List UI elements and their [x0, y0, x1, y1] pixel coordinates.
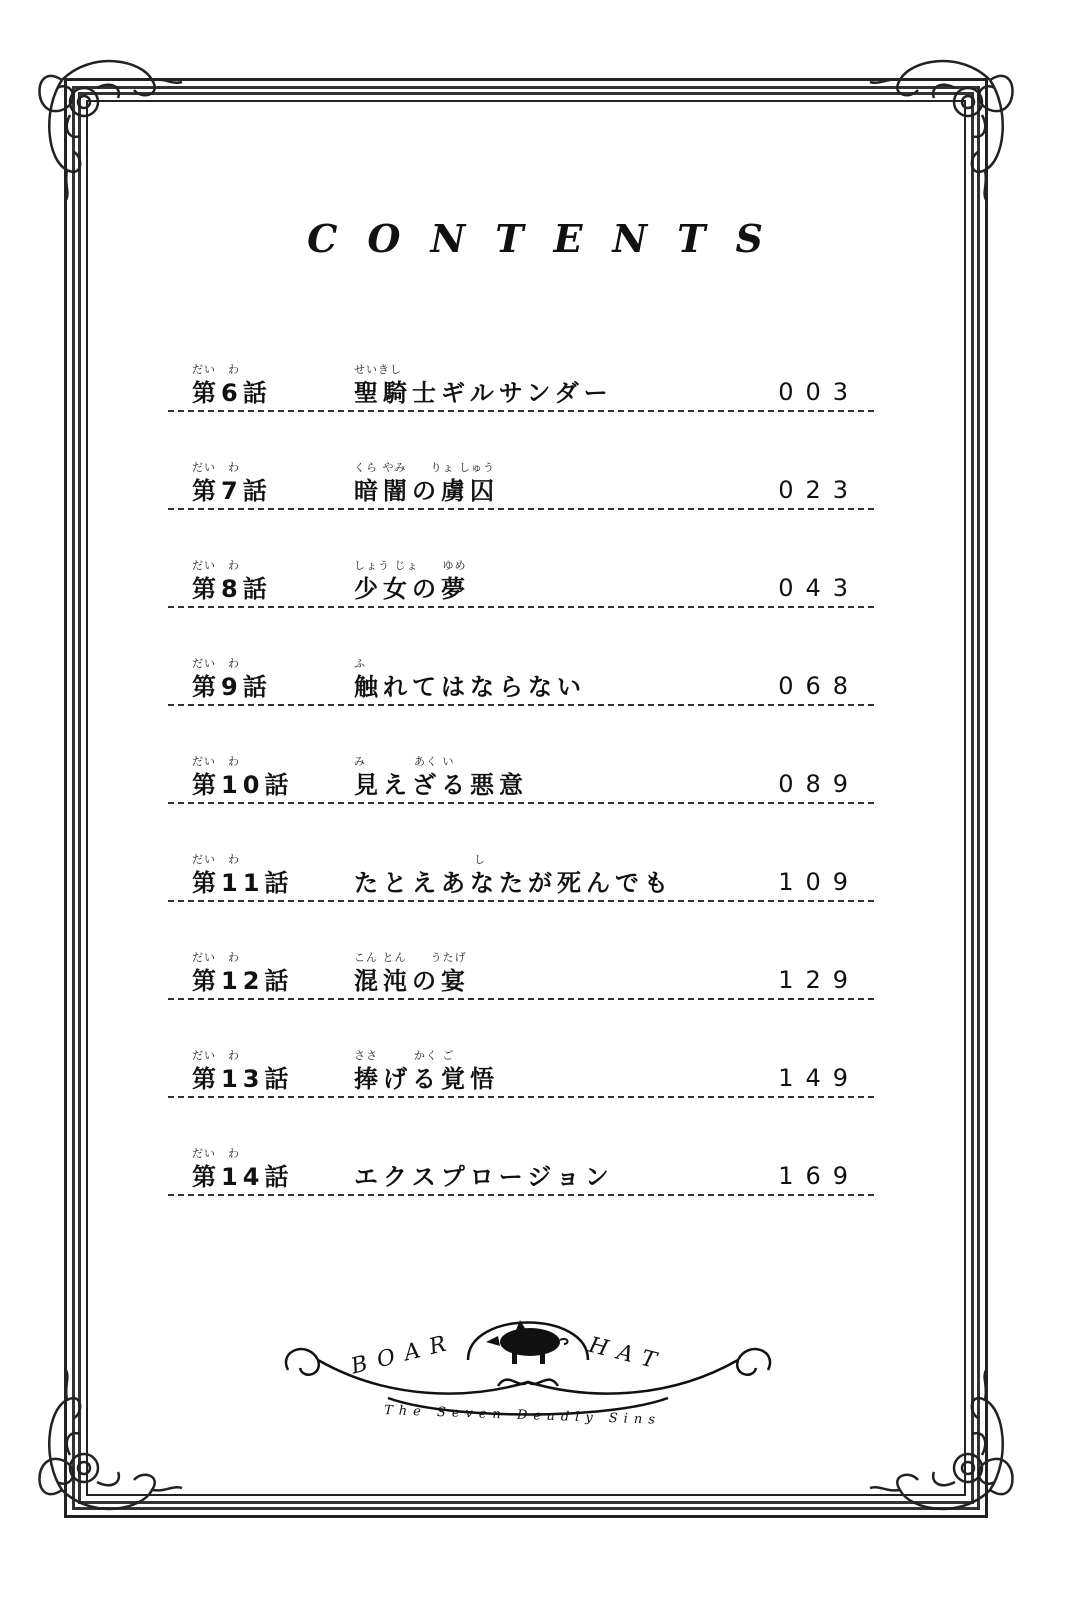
chapter-ruby: だい わ [192, 559, 240, 572]
dashed-divider [168, 900, 874, 902]
chapter-number [192, 852, 332, 898]
chapter-label: 第12話 [192, 967, 294, 995]
toc-row [168, 744, 874, 842]
title-label: 混沌の宴 [354, 967, 470, 995]
title-ruby [354, 1146, 774, 1162]
dashed-divider [168, 606, 874, 608]
chapter-label: 第8話 [192, 575, 272, 603]
toc-row [168, 548, 874, 646]
chapter-label: 第13話 [192, 1065, 294, 1093]
chapter-number [192, 460, 332, 506]
chapter-label: 第14話 [192, 1163, 294, 1191]
logo-word-boar: BOAR [348, 1329, 459, 1380]
chapter-title [354, 656, 774, 702]
title-label: 捧げる覚悟 [354, 1065, 499, 1093]
page-number: 129 [778, 966, 860, 994]
boar-hat-logo [268, 1290, 788, 1440]
title-label: たとえあなたが死んでも [354, 869, 673, 897]
chapter-label: 第11話 [192, 869, 294, 897]
chapter-label: 第6話 [192, 379, 272, 407]
chapter-title [354, 852, 774, 898]
corner-ornament-icon [22, 1360, 192, 1530]
chapter-ruby: だい わ [192, 1049, 240, 1062]
chapter-ruby: だい わ [192, 363, 240, 376]
dashed-divider [168, 802, 874, 804]
dashed-divider [168, 1194, 874, 1196]
chapter-title [354, 1146, 774, 1192]
toc-row [168, 842, 874, 940]
logo-tagline: The Seven Deadly Sins [383, 1403, 662, 1428]
title-label: 触れてはならない [354, 673, 586, 701]
toc-row [168, 1038, 874, 1136]
dashed-divider [168, 410, 874, 412]
title-label: 暗闇の虜囚 [354, 477, 499, 505]
chapter-ruby: だい わ [192, 657, 240, 670]
toc-row [168, 646, 874, 744]
page-number: 109 [778, 868, 860, 896]
toc-row [168, 1136, 874, 1234]
chapter-title [354, 754, 774, 800]
page-number: 068 [778, 672, 860, 700]
chapter-ruby: だい わ [192, 461, 240, 474]
chapter-label: 第7話 [192, 477, 272, 505]
chapter-number [192, 950, 332, 996]
title-label: 少女の夢 [354, 575, 470, 603]
title-label: 聖騎士ギルサンダー [354, 379, 613, 407]
title-ruby: こん とん うたげ [354, 951, 467, 964]
page-number: 169 [778, 1162, 860, 1190]
chapter-number [192, 754, 332, 800]
chapter-title [354, 558, 774, 604]
chapter-title [354, 1048, 774, 1094]
chapter-label: 第9話 [192, 673, 272, 701]
title-ruby: せいきし [354, 363, 402, 376]
table-of-contents [168, 352, 874, 1234]
title-ruby: し [354, 853, 486, 866]
chapter-title [354, 950, 774, 996]
page-number: 023 [778, 476, 860, 504]
page-title: CONTENTS [307, 216, 793, 261]
chapter-ruby: だい わ [192, 1147, 240, 1160]
title-label: エクスプロージョン [354, 1163, 614, 1191]
page-number: 003 [778, 378, 860, 406]
chapter-number [192, 362, 332, 408]
chapter-title [354, 460, 774, 506]
corner-ornament-icon [860, 40, 1030, 210]
title-ruby: しょう じょ ゆめ [354, 559, 467, 572]
title-ruby: ふ [354, 657, 366, 670]
dashed-divider [168, 1096, 874, 1098]
chapter-number [192, 1048, 332, 1094]
chapter-number [192, 1146, 332, 1192]
corner-ornament-icon [22, 40, 192, 210]
chapter-ruby: だい わ [192, 755, 240, 768]
title-label: 見えざる悪意 [354, 771, 528, 799]
chapter-title [354, 362, 774, 408]
page-number: 149 [778, 1064, 860, 1092]
chapter-number [192, 558, 332, 604]
chapter-ruby: だい わ [192, 853, 240, 866]
page-number: 089 [778, 770, 860, 798]
dashed-divider [168, 704, 874, 706]
dashed-divider [168, 998, 874, 1000]
title-ruby: くら やみ りょ しゅう [354, 461, 495, 474]
toc-row [168, 450, 874, 548]
corner-ornament-icon [860, 1360, 1030, 1530]
logo-word-hat: HAT [586, 1332, 669, 1377]
title-ruby: み あく い [354, 755, 455, 768]
chapter-ruby: だい わ [192, 951, 240, 964]
chapter-number [192, 656, 332, 702]
title-ruby: ささ かく ご [354, 1049, 455, 1062]
dashed-divider [168, 508, 874, 510]
toc-row [168, 940, 874, 1038]
toc-row [168, 352, 874, 450]
page-number: 043 [778, 574, 860, 602]
chapter-label: 第10話 [192, 771, 294, 799]
